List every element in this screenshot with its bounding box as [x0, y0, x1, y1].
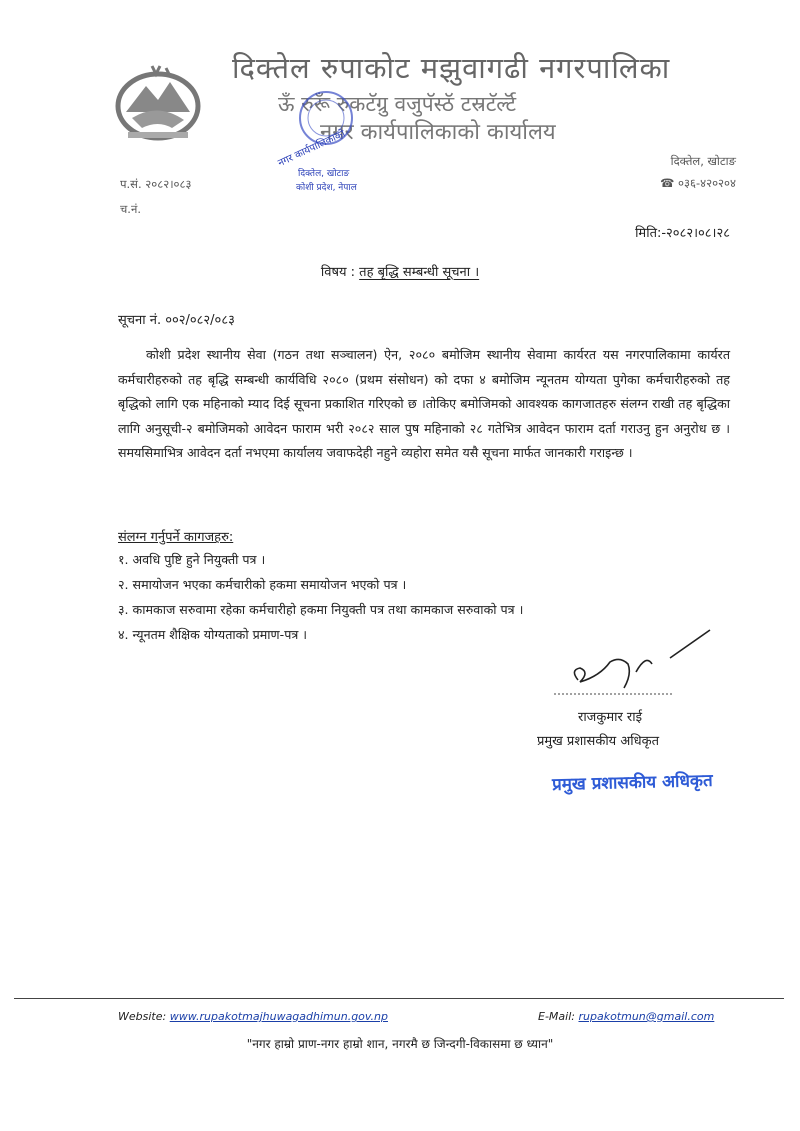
footer-divider	[14, 998, 784, 999]
footer-website	[118, 1010, 388, 1023]
subject-text: तह बृद्धि सम्बन्धी सूचना ।	[359, 265, 480, 280]
phone-number: ०३६-४२०२०४	[678, 176, 736, 190]
designation-stamp: प्रमुख प्रशासकीय अधिकृत	[551, 770, 713, 796]
attachments-heading: संलग्न गर्नुपर्ने कागजहरु:	[118, 530, 234, 545]
attachment-item: ४. न्यूनतम शैक्षिक योग्यताको प्रमाण-पत्र ।	[118, 627, 308, 642]
subject-label: विषय :	[320, 265, 356, 280]
address-text: दिक्तेल, खोटाङ	[670, 154, 736, 168]
signatory-title: प्रमुख प्रशासकीय अधिकृत	[537, 734, 660, 749]
phone-line	[660, 172, 736, 194]
reference-block	[120, 172, 192, 222]
footer-email	[538, 1010, 714, 1023]
website-label: Website:	[118, 1010, 167, 1023]
attachment-item: ३. कामकाज सरुवामा रहेका कर्मचारीहो हकमा नियुक्ती पत्र तथा कामकाज सरुवाको पत्र ।	[118, 602, 524, 617]
fiscal-year: प.सं. २०८२।०८३	[120, 177, 192, 191]
svg-text:कोशी प्रदेश, नेपाल: कोशी प्रदेश, नेपाल	[296, 183, 357, 193]
signature	[550, 628, 730, 708]
signatory-name: राजकुमार राई	[578, 710, 642, 725]
attachment-item: १. अवधि पुष्टि हुने नियुक्ती पत्र ।	[118, 552, 266, 567]
municipality-name: दिक्तेल रुपाकोट मझुवागढी नगरपालिका	[232, 51, 671, 85]
dispatch-number: च.नं.	[120, 202, 141, 216]
telephone-icon: ☎	[660, 176, 675, 190]
date: मिति:-२०८२।०८।२८	[635, 226, 730, 241]
attachment-item: २. समायोजन भएका कर्मचारीको हकमा समायोजन भएको पत्र ।	[118, 577, 407, 592]
office-name: नगर कार्यपालिकाको कार्यालय	[320, 120, 556, 145]
office-seal-stamp	[258, 88, 378, 198]
office-address	[660, 150, 736, 194]
svg-text:दिक्तेल, खोटाङ: दिक्तेल, खोटाङ	[298, 169, 350, 179]
subject-line	[0, 262, 800, 280]
garbled-header-line: ऊँ रुरूँ रुकटॅग्रु वजुपॅस्ठॅ टस्रटॅर्ल्टॅ	[278, 92, 517, 116]
nepal-emblem-icon	[112, 62, 204, 142]
attachments-list	[118, 547, 523, 647]
notice-number: सूचना नं. ००२/०८२/०८३	[118, 313, 235, 328]
email-link[interactable]: rupakotmun@gmail.com	[578, 1010, 715, 1023]
website-link[interactable]: www.rupakotmajhuwagadhimun.gov.np	[169, 1010, 388, 1023]
notice-body: कोशी प्रदेश स्थानीय सेवा (गठन तथा सञ्चालन) ऐन, २०८० बमोजिम स्थानीय सेवामा कार्यरत यस नगरपालिकामा कार्यरत कर्मचारीहरुको तह बृद्धि सम्बन्धी कार्यविधि २०८० (प्रथम संसोधन) को दफा ४ बमोजिम न्यूनतम योग्यता पुगेका कर्मचारीहरुको तह बृद्धिको लागि एक महिनाको म्याद दिई सूचना प्रकाशित गरिएको छ ।तोकिए बमोजिमको आवश्यक कागजातहरु संलग्न राखी तह बृद्धिका लागि अनुसूची-२ बमोजिमको आवेदन फाराम भरी २०८२ साल पुष महिनाको २८ गतेभित्र आवेदन फाराम दर्ता गराउनु हुन अनुरोध छ । समयसिमाभित्र आवेदन दर्ता नभएमा कार्यालय जवाफदेही नहुने व्यहोरा समेत यसै सूचना मार्फत जानकारी गराइन्छ ।	[118, 347, 730, 460]
footer-slogan: "नगर हाम्रो प्राण-नगर हाम्रो शान, नगरमै छ जिन्दगी-विकासमा छ ध्यान"	[246, 1037, 554, 1051]
email-label: E-Mail:	[538, 1010, 575, 1023]
svg-text:नगर कार्यपालिकाको: नगर कार्यपालिकाको	[276, 128, 348, 170]
